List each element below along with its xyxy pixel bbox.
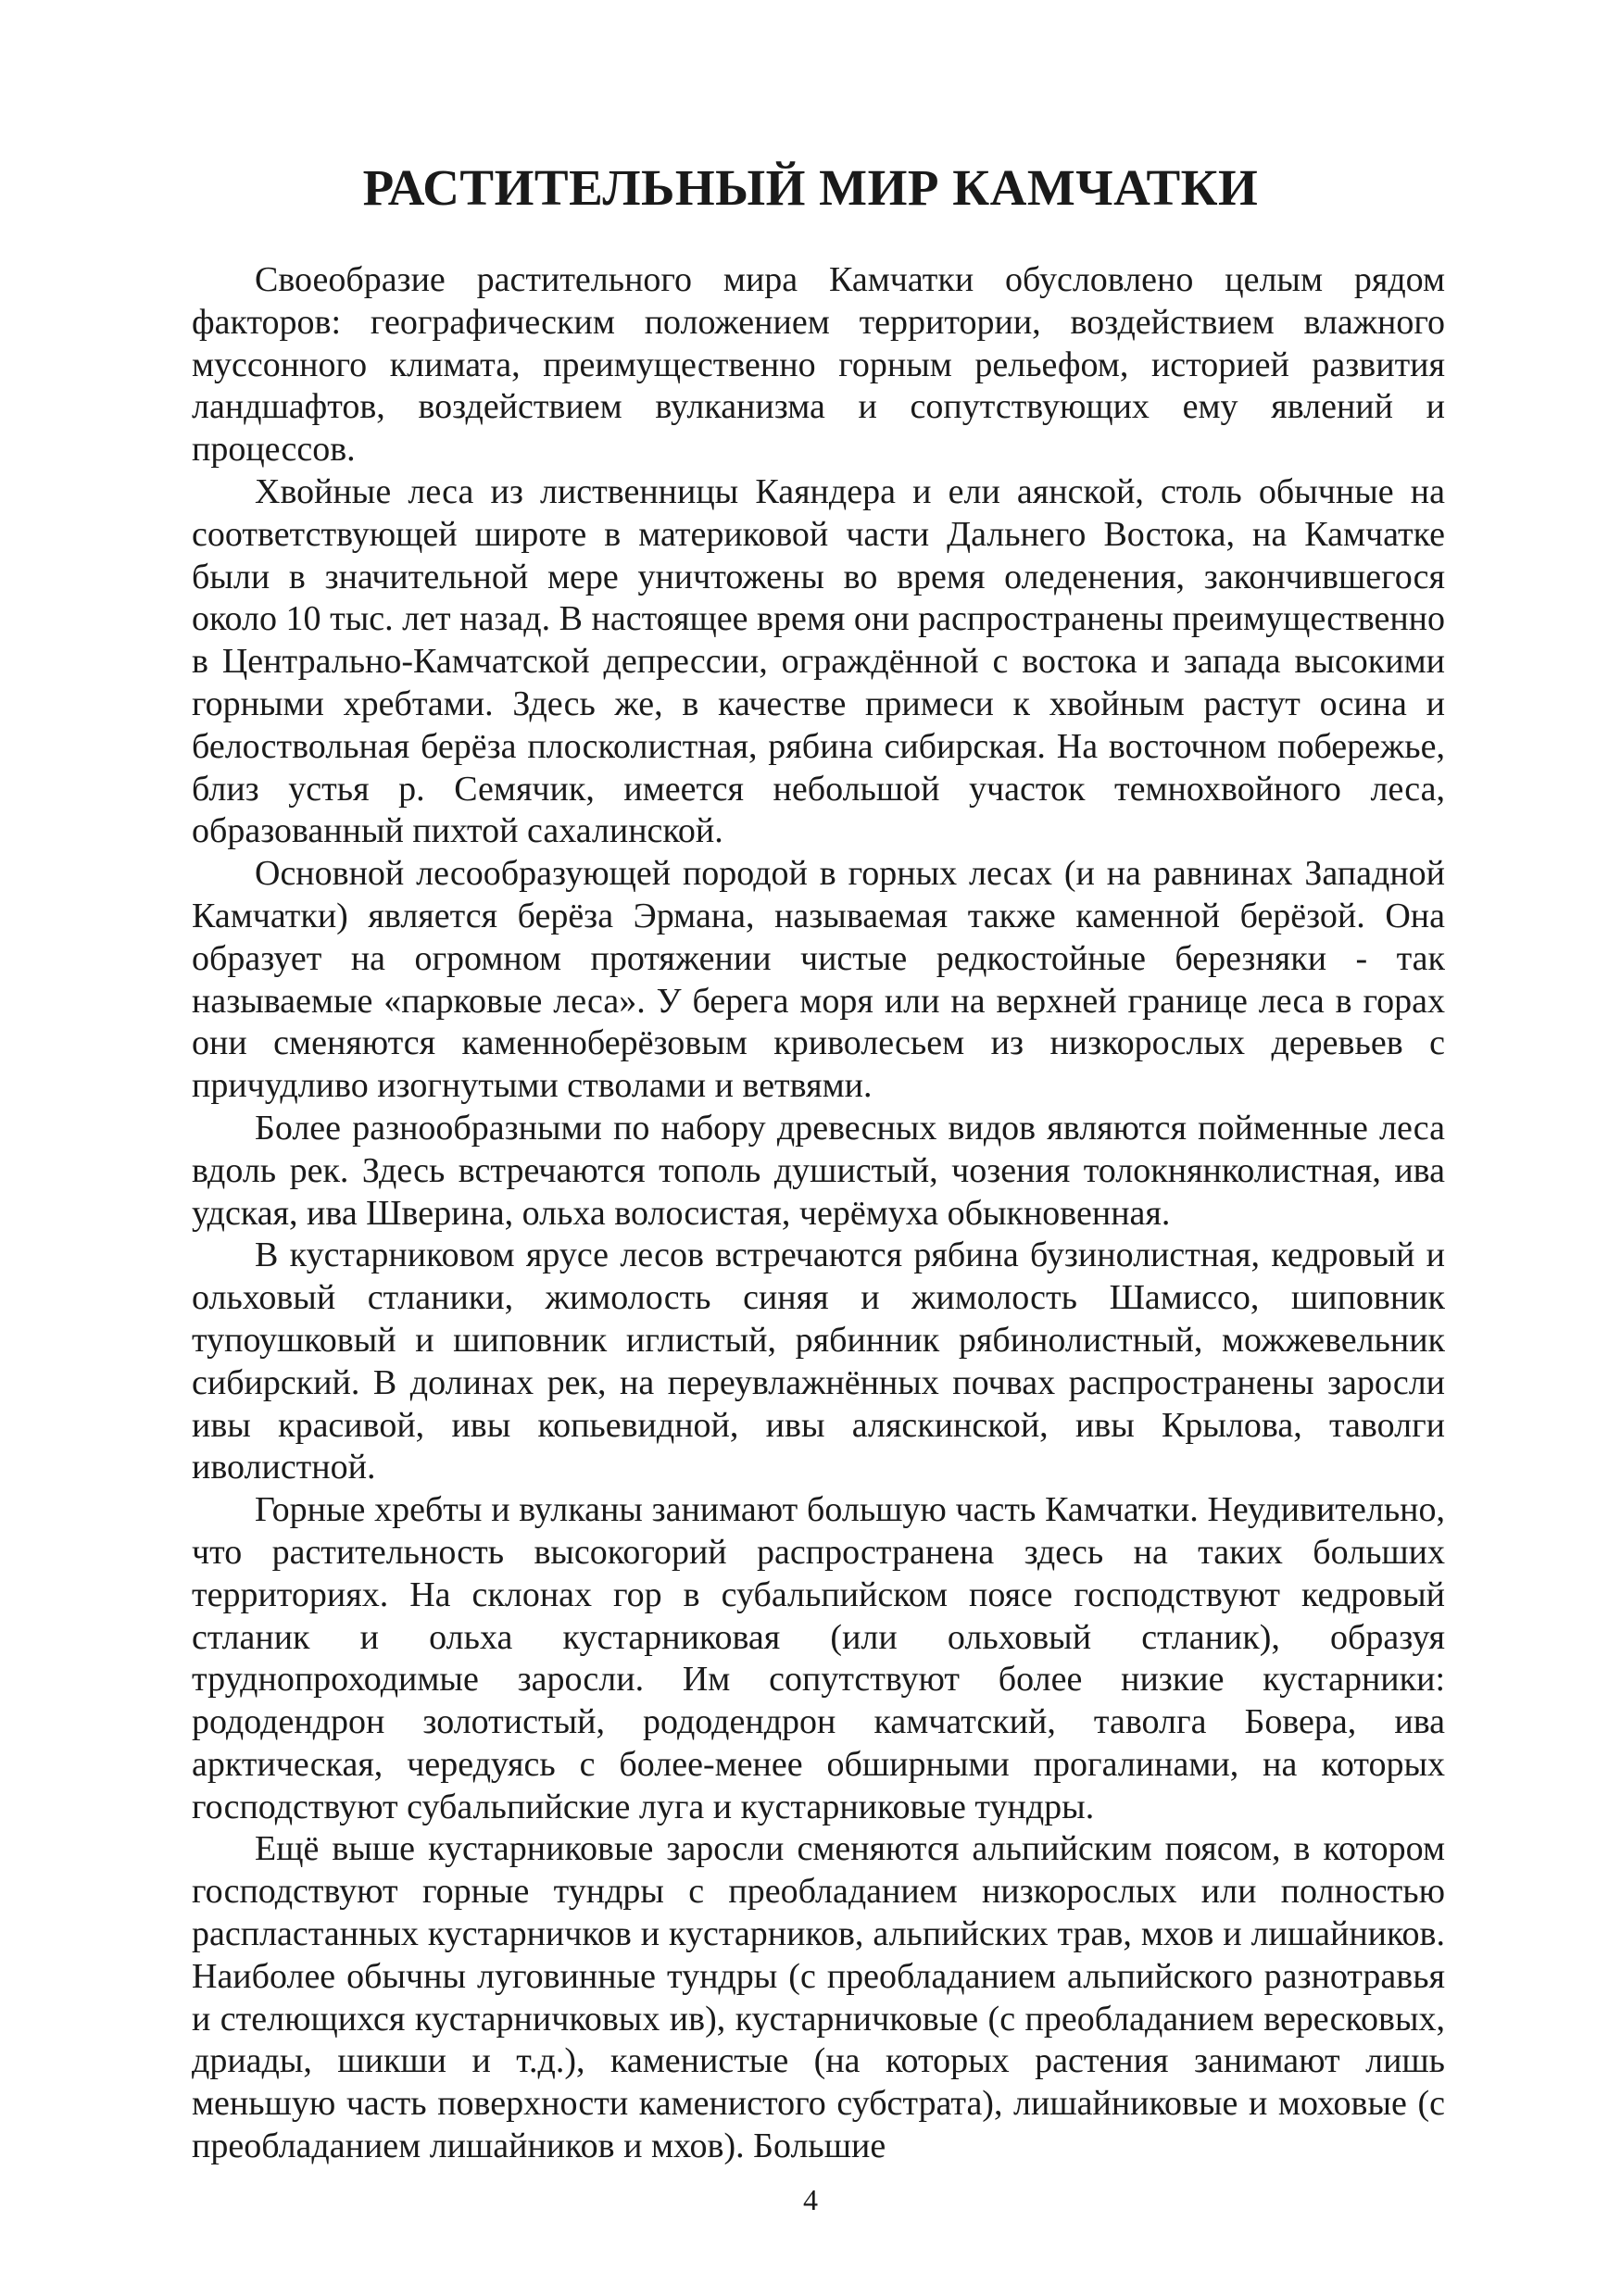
paragraph-alpine-belt: Ещё выше кустарниковые заросли сменяются альпийским поясом, в котором господствуют горные тундры с преобладанием низкорослых или полностью распластанных кустарничков и кустарников, альпийских трав, мхов и лишайников. Наиболее обычны луговинные тундры (с преобладанием альпийского разнотравья и стелющихся кустарничковых ив), кустарничковые (с преобладанием вересковых, дриады, шикши и т.д.), каменистые (на которых растения занимают лишь меньшую часть поверхности каменистого субстрата), лишайниковые и моховые (с преобладанием лишайников и мхов). Большие <box>192 1829 1445 2166</box>
paragraph-shrub-layer: В кустарниковом ярусе лесов встречаются рябина бузинолистная, кедровый и ольховый стланики, жимолость синяя и жимолость Шамиссо, шиповник тупоушковый и шиповник иглистый, рябинник рябинолистный, можжевельник сибирский. В долинах рек, на переувлажнённых почвах распространены заросли ивы красивой, ивы копьевидной, ивы аляскинской, ивы Крылова, таволги иволистной. <box>192 1236 1445 1487</box>
paragraph-subalpine-belt: Горные хребты и вулканы занимают большую часть Камчатки. Неудивительно, что растительность высокогорий распространена здесь на таких больших территориях. На склонах гор в субальпийском поясе господствуют кедровый стланик и ольха кустарниковая (или ольховый стланик), образуя труднопроходимые заросли. Им сопутствуют более низкие кустарники: рододендрон золотистый, рододендрон камчатский, таволга Бовера, ива арктическая, чередуясь с более-менее обширными прогалинами, на которых господствуют субальпийские луга и кустарниковые тундры. <box>192 1490 1445 1826</box>
paragraph-erman-birch: Основной лесообразующей породой в горных лесах (и на равнинах Западной Камчатки) является берёза Эрмана, называемая также каменной берёзой. Она образует на огромном протяжении чистые редкостойные березняки - так называемые «парковые леса». У берега моря или на верхней границе леса в горах они сменяются каменноберёзовым криволесьем из низкорослых деревьев с причудливо изогнутыми стволами и ветвями. <box>192 854 1445 1106</box>
paragraph-floodplain-forests: Более разнообразными по набору древесных видов являются пойменные леса вдоль рек. Здесь встречаются тополь душистый, чозения толокнянколистная, ива удская, ива Шверина, ольха волосистая, черёмуха обыкновенная. <box>192 1108 1445 1233</box>
paragraph-coniferous-forests: Хвойные леса из лиственницы Каяндера и ели аянской, столь обычные на соответствующей широте в материковой части Дальнего Востока, на Камчатке были в значительной мере уничтожены во время оледенения, закончившегося около 10 тыс. лет назад. В настоящее время они распространены преимущественно в Центрально-Камчатской депрессии, ограждённой с востока и запада высокими горными хребтами. Здесь же, в качестве примеси к хвойным растут осина и белоствольная берёза плосколистная, рябина сибирская. На восточном побережье, близ устья р. Семячик, имеется небольшой участок темнохвойного леса, образованный пихтой сахалинской. <box>192 471 1445 851</box>
page-title: РАСТИТЕЛЬНЫЙ МИР КАМЧАТКИ <box>362 159 1259 216</box>
article-body <box>192 259 1445 2168</box>
page-number: 4 <box>803 2183 818 2216</box>
paragraph-intro: Своеобразие растительного мира Камчатки обусловлено целым рядом факторов: географическим положением территории, воздействием влажного муссонного климата, преимущественно горным рельефом, историей развития ландшафтов, воздействием вулканизма и сопутствующих ему явлений и процессов. <box>192 260 1445 470</box>
